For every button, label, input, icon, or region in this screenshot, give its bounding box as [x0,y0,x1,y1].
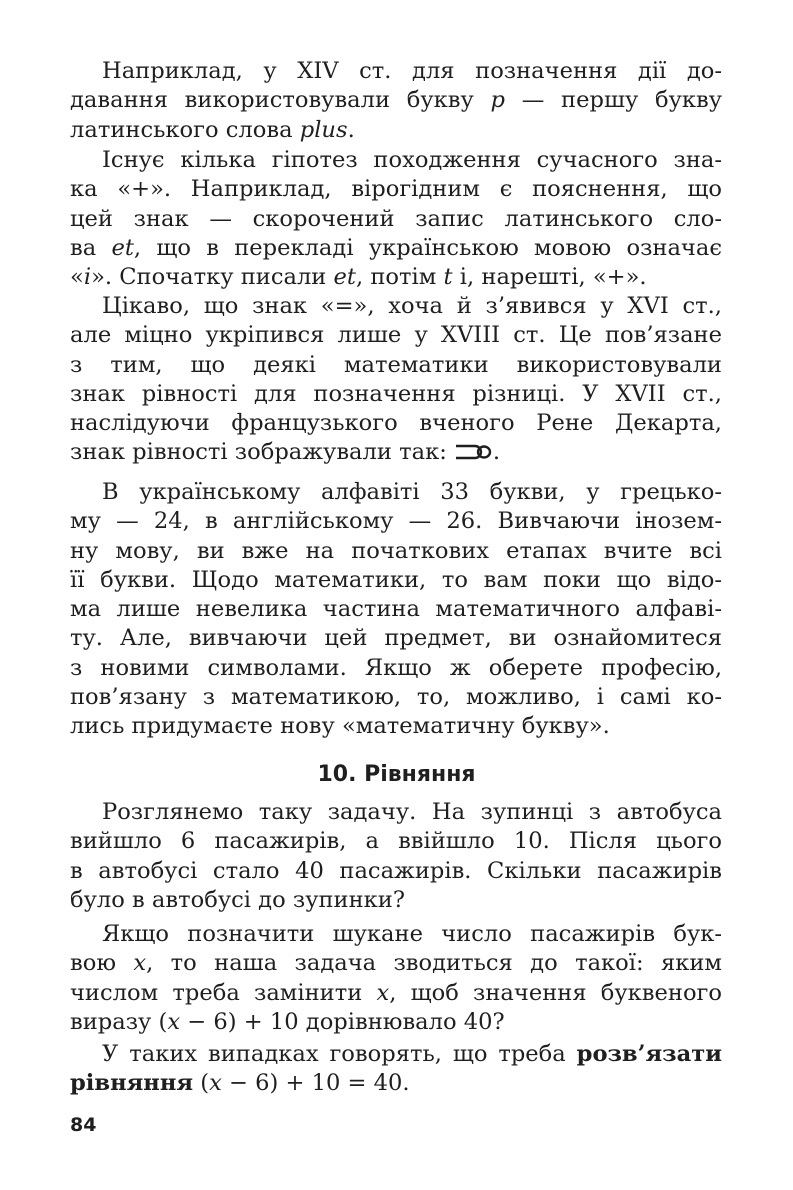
text-line: цей знак — скорочений запис латинського сло- [70,205,722,232]
text-line: Розглянемо таку задачу. На зупинці з автобуса [102,799,722,825]
paragraph-variable-x [70,920,722,1037]
text-line: було в автобусі до зупинки? [70,886,405,913]
text-line: ну мову, ви вже на початкових етапах вчите всі [70,537,722,564]
descartes-equality-symbol [453,443,493,461]
text-line: му — 24, в англійському — 26. Вивчаючи інозем- [70,508,722,535]
text-line: її букви. Щодо математики, то вам поки що відо- [70,566,722,593]
text-line: ва et, що в перекладі українською мовою означає [70,234,722,261]
text-line: вою x, то наша задача зводиться до такої: яким [70,950,722,977]
text-line: з новими символами. Якщо ж оберете професію, [70,654,722,681]
text-line: вийшло 6 пасажирів, а ввійшло 10. Після цього [70,828,722,855]
text-line: В українському алфавіті 33 букви, у грецько- [102,479,722,505]
paragraph-plus-history [70,57,722,145]
text-line: ма лише невелика частина математичного алфаві- [70,596,722,623]
paragraph-bus-problem [70,798,722,915]
text-line: Наприклад, у XIV ст. для позначення дії до- [102,58,722,84]
text-line: пов’язану з математикою, то, можливо, і самі ко- [70,684,722,711]
text-line: давання використовували букву p — першу букву [70,87,722,114]
text-line: в автобусі стало 40 пасажирів. Скільки пасажирів [70,857,722,884]
text-line: Якщо позначити шукане число пасажирів бук- [102,921,722,947]
text-line: Цікаво, що знак «=», хоча й з’явився у XVI ст., [102,293,722,319]
text-line: ка «+». Наприклад, вірогідним є пояснення, що [70,176,722,203]
paragraph-solve-equation [70,1040,722,1099]
text-line: виразу (x − 6) + 10 дорівнювало 40? [70,1008,505,1035]
text-line: наслідуючи французького вченого Рене Декарта, [70,410,722,437]
text-line: знак рівності зображували так: . [70,439,501,466]
text-line: лись придумаєте нову «математичну букву». [70,713,610,740]
paragraph-alphabet [70,478,722,742]
text-line: У таких випадках говорять, що треба розв’язати [102,1041,722,1067]
text-line: Існує кілька гіпотез походження сучасного зна- [102,147,722,173]
section-heading: 10. Рівняння [317,762,476,787]
text-line: з тим, що деякі математики використовували [70,351,722,378]
text-line: але міцно укріпився лише у XVIII ст. Це пов’язане [70,322,722,349]
text-line: рівняння (x − 6) + 10 = 40. [70,1070,410,1097]
text-line: знак рівності для позначення різниці. У XVII ст., [70,380,722,407]
text-line: числом треба замінити x, щоб значення буквеного [70,979,722,1006]
text-line: латинського слова plus. [70,116,355,143]
paragraph-equals-sign [70,292,722,468]
page-number: 84 [70,1114,97,1136]
paragraph-plus-origin [70,146,722,292]
text-line: «і». Спочатку писали et, потім t і, нарешті, «+». [70,264,647,291]
text-line: ту. Але, вивчаючи цей предмет, ви ознайомитеся [70,625,722,652]
